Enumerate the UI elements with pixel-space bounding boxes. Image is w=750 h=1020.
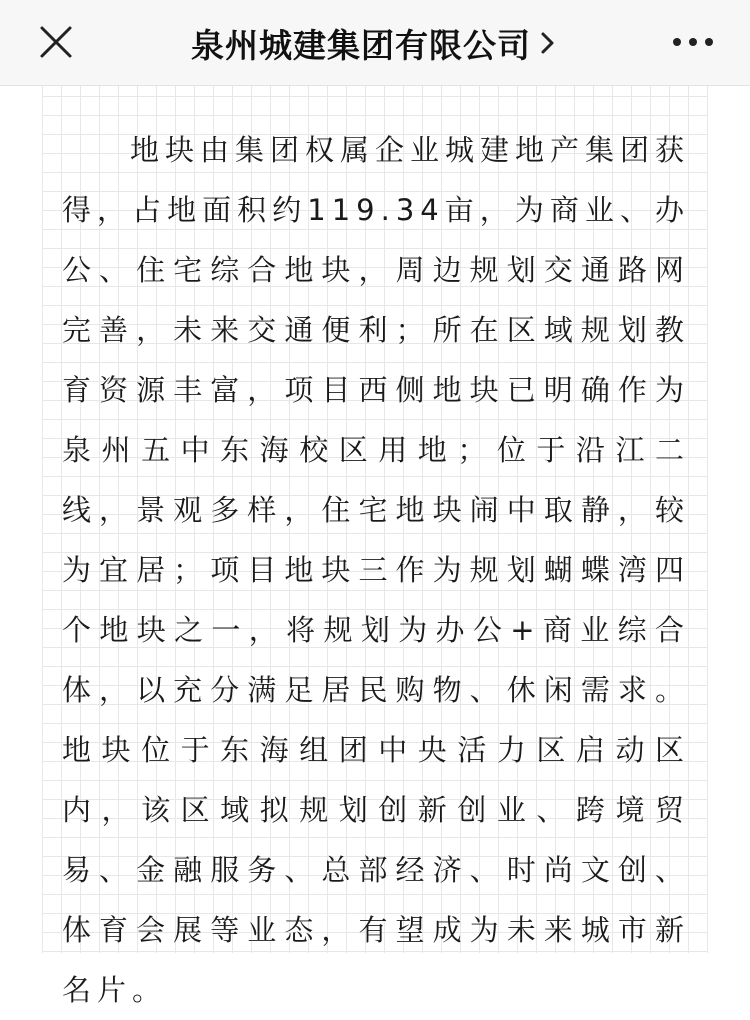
more-options-button[interactable] bbox=[670, 30, 716, 54]
account-title-link[interactable] bbox=[0, 0, 750, 86]
article-paragraph: 地块由集团权属企业城建地产集团获得，占地面积约119.34亩，为商业、办公、住宅综合地块，周边规划交通路网完善，未来交通便利；所在区域规划教育资源丰富，项目西侧地块已明确作为泉州五中东海校区用地；位于沿江二线，景观多样，住宅地块闹中取静，较为宜居；项目地块三作为规划蝴蝶湾四个地块之一，将规划为办公+商业综合体，以充分满足居民购物、休闲需求。地块位于东海组团中央活力区启动区内，该区域拟规划创新创业、跨境贸易、金融服务、总部经济、时尚文创、体育会展等业态，有望成为未来城市新名片。 bbox=[62, 133, 691, 1007]
chevron-right-icon bbox=[537, 28, 559, 58]
more-horizontal-icon bbox=[670, 30, 716, 54]
article-content bbox=[42, 86, 708, 1007]
page-title: 泉州城建集团有限公司 bbox=[191, 25, 531, 65]
navigation-bar bbox=[0, 0, 750, 86]
